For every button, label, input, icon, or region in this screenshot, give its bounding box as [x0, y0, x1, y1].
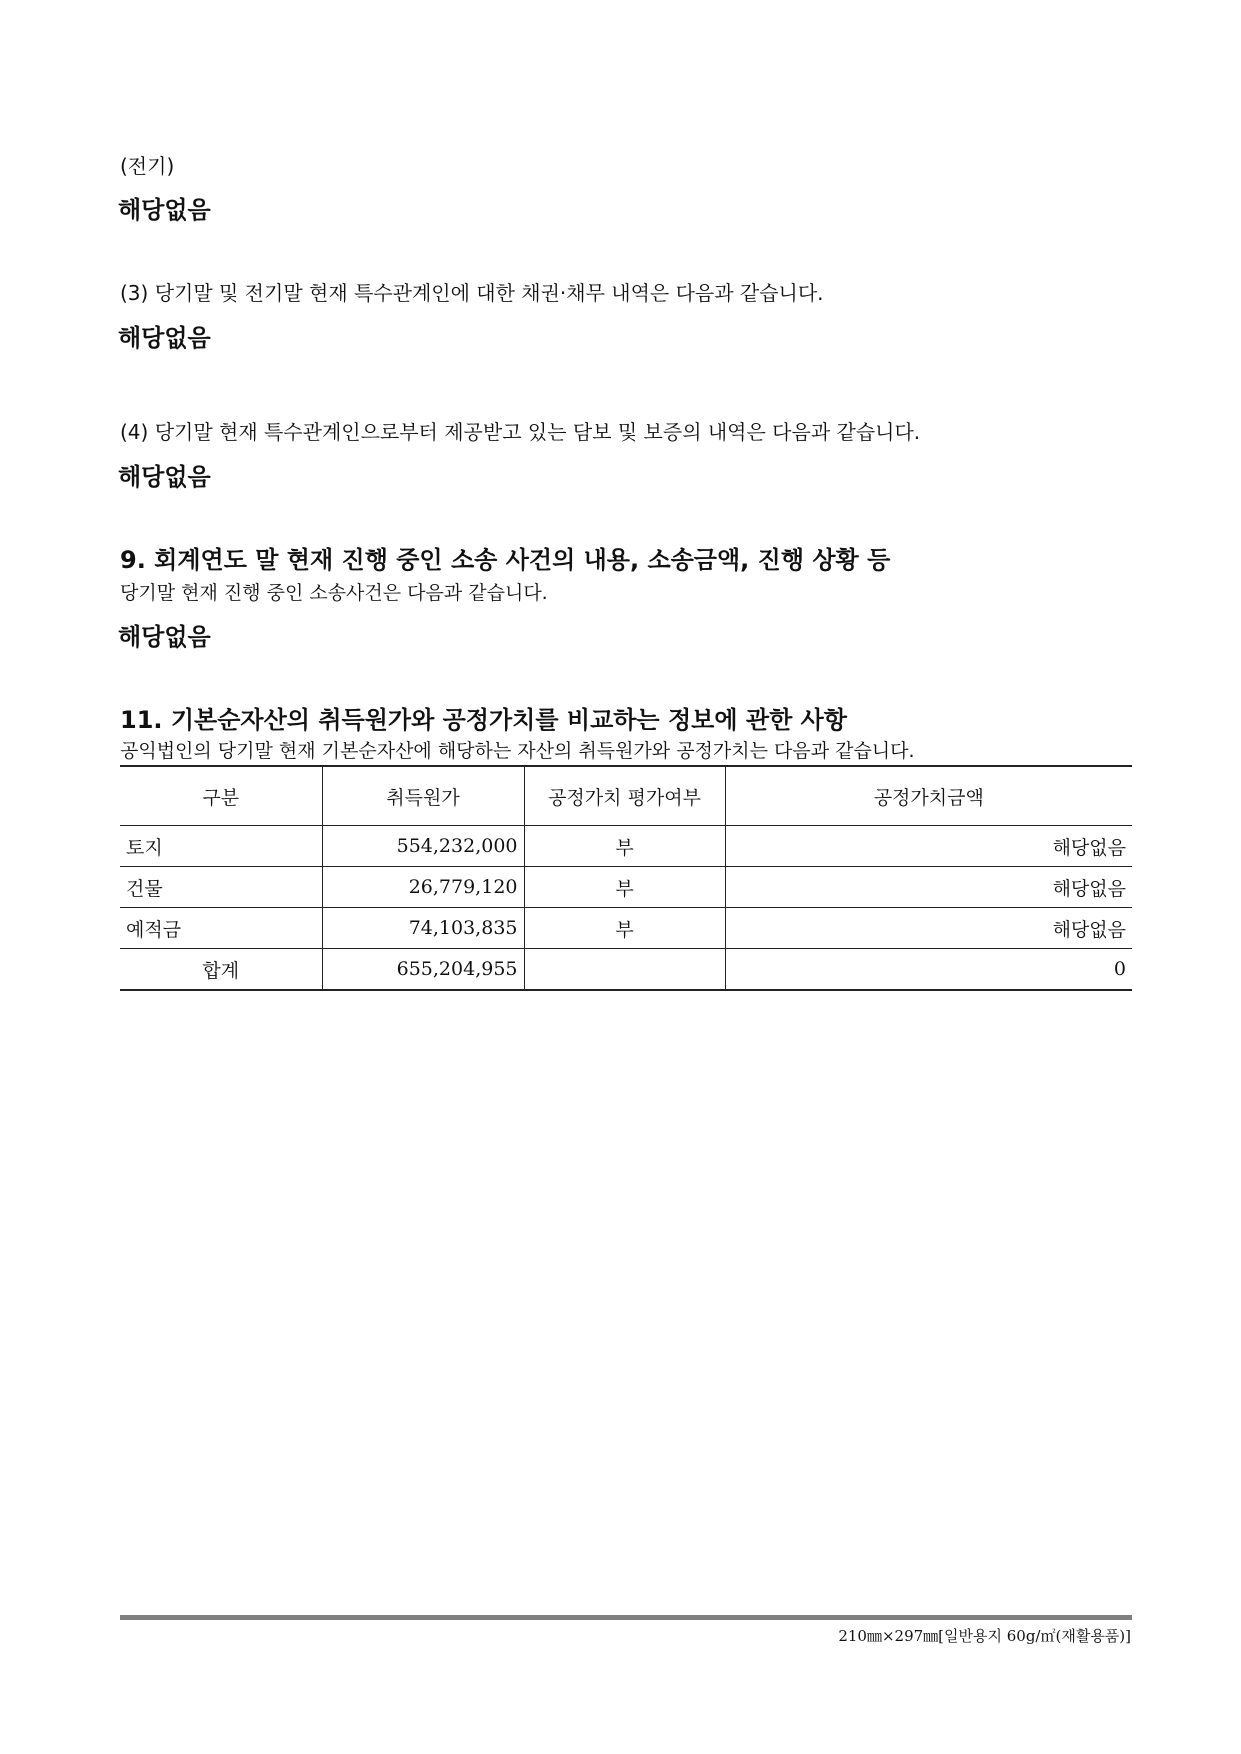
row-fair-value-amount: 해당없음 [725, 826, 1132, 867]
total-fair-value-amount: 0 [725, 949, 1132, 991]
section-9-description: 당기말 현재 진행 중인 소송사건은 다음과 같습니다. [120, 582, 548, 604]
row-fair-value-amount: 해당없음 [725, 908, 1132, 949]
total-acquisition-cost: 655,204,955 [322, 949, 524, 991]
none-text: 해당없음 [118, 463, 211, 491]
section-heading-11: 11. 기본순자산의 취득원가와 공정가치를 비교하는 정보에 관한 사항 [120, 706, 847, 734]
footer-divider [120, 1615, 1132, 1620]
header-category: 구분 [120, 766, 322, 826]
prior-period-label: (전기) [120, 154, 175, 178]
row-acquisition-cost: 74,103,835 [322, 908, 524, 949]
row-category: 토지 [120, 826, 322, 867]
table-total-row [120, 949, 1132, 991]
none-text: 해당없음 [118, 324, 211, 352]
table-row [120, 867, 1132, 908]
section-11-description: 공익법인의 당기말 현재 기본순자산에 해당하는 자산의 취득원가와 공정가치는 다음과 같습니다. [120, 740, 915, 762]
row-acquisition-cost: 26,779,120 [322, 867, 524, 908]
section-heading-9: 9. 회계연도 말 현재 진행 중인 소송 사건의 내용, 소송금액, 진행 상황 등 [120, 546, 891, 574]
row-acquisition-cost: 554,232,000 [322, 826, 524, 867]
none-text: 해당없음 [118, 196, 211, 224]
none-text: 해당없음 [118, 623, 211, 651]
paper-spec-footer: 210㎜×297㎜[일반용지 60g/㎡(재활용품)] [838, 1627, 1131, 1645]
row-fair-value-assessed: 부 [524, 908, 725, 949]
row-fair-value-amount: 해당없음 [725, 867, 1132, 908]
item-3-text: (3) 당기말 및 전기말 현재 특수관계인에 대한 채권·채무 내역은 다음과 같습니다. [120, 281, 824, 305]
header-fair-value-assessed: 공정가치 평가여부 [524, 766, 725, 826]
row-fair-value-assessed: 부 [524, 826, 725, 867]
row-category: 예적금 [120, 908, 322, 949]
row-category: 건물 [120, 867, 322, 908]
item-4-text: (4) 당기말 현재 특수관계인으로부터 제공받고 있는 담보 및 보증의 내역은 다음과 같습니다. [120, 420, 921, 444]
asset-comparison-table [120, 765, 1132, 991]
table-row [120, 908, 1132, 949]
header-fair-value-amount: 공정가치금액 [725, 766, 1132, 826]
total-label: 합계 [120, 949, 322, 991]
table-row [120, 826, 1132, 867]
total-fair-value-assessed [524, 949, 725, 991]
table-header-row [120, 766, 1132, 826]
header-acquisition-cost: 취득원가 [322, 766, 524, 826]
row-fair-value-assessed: 부 [524, 867, 725, 908]
